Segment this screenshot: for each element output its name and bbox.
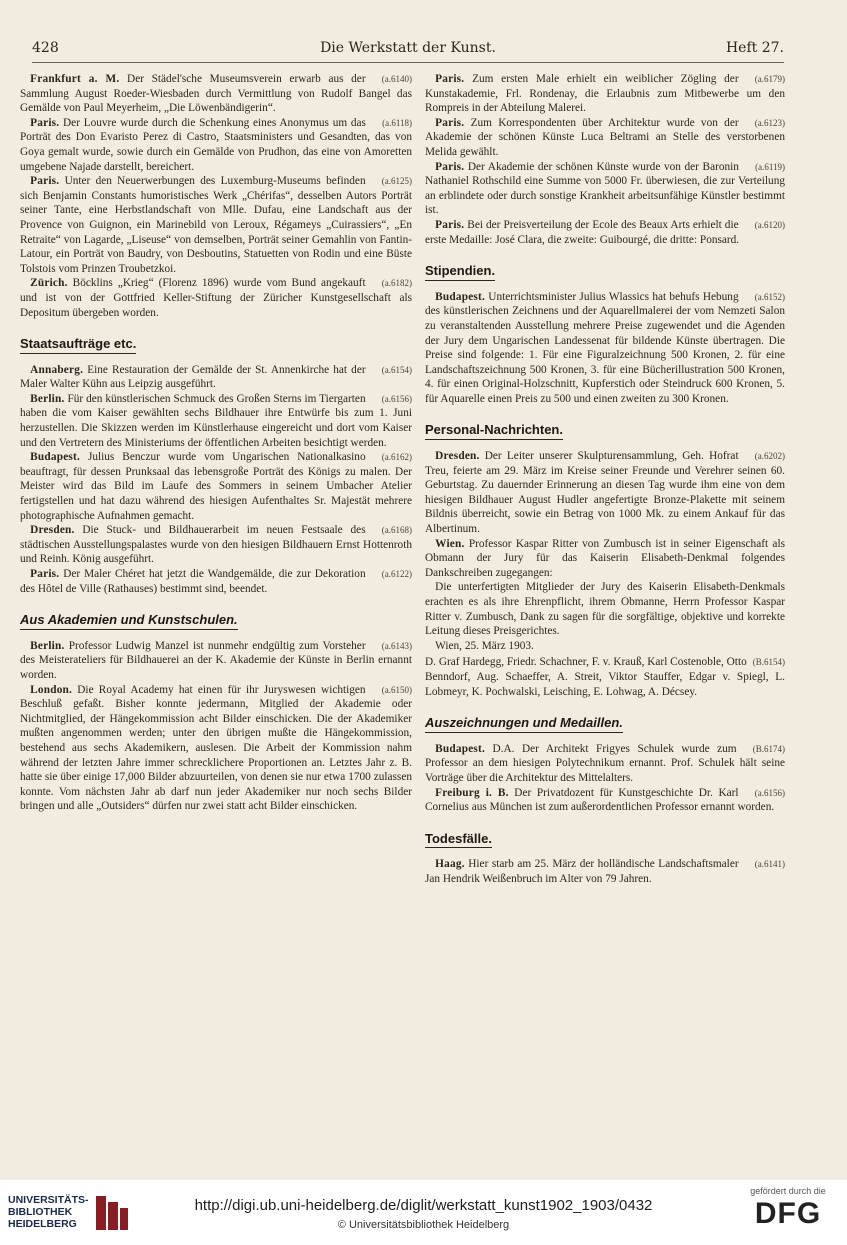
- copyright-notice: © Universitätsbibliothek Heidelberg: [337, 1219, 510, 1231]
- letter-date: Wien, 25. März 1903.: [435, 639, 534, 652]
- entry-text: Für den künstlerischen Schmuck des Großen Sterns im Tiergarten haben die vom Kaiser gewählten sechs Bildhauer ihre Entwürfe bis zum 1. Juni herzustellen. Die Skizzen werden im Künstlerhause eingereicht und dort vom Kaiser und den Vertretern des Ministeriums der öffentlichen Arbeiten besichtigt werden.: [20, 392, 412, 449]
- letter-block: [425, 580, 785, 699]
- news-entry: [20, 363, 412, 392]
- entry-ref: (a.6150): [381, 684, 412, 695]
- heading-wrap: [20, 320, 412, 363]
- entry-text: Der Leiter unserer Skulpturensammlung, Geh. Hofrat Treu, feierte am 29. März im Kreise seiner Freunde und Verehrer seinen 60. Geburtstag. Zu dauernder Erinnerung an diesen Tag wurde ihm eine von dem hiesigen Bildhauer August Hudler angefertigte Bronze-Plakette mit seinem Bildnis überreicht, sowie ein Betrag von 1000 Mk. zu einem Ankauf für das Albertinum.: [425, 450, 785, 536]
- entry-ref: (a.6140): [381, 74, 412, 84]
- section-heading-todesfaelle: Todesfälle.: [425, 832, 492, 849]
- entry-ref: (a.6141): [754, 859, 785, 870]
- entry-text: Professor Kaspar Ritter von Zumbusch ist in seiner Eigenschaft als Obmann der Jury für das Kaiserin Elisabeth-Denkmal folgendes Dankschreiben zugegangen:: [425, 537, 785, 579]
- section-heading-staatsauftraege: Staatsaufträge etc.: [20, 337, 136, 354]
- news-entry: [20, 174, 412, 276]
- news-entry: [20, 450, 412, 523]
- entry-text: Professor Ludwig Manzel ist nunmehr endgültig zum Vorsteher des Meisterateliers für Bildhauerei an der K. Akademie der Künste in Berlin ernannt worden.: [20, 639, 412, 681]
- entry-place: Paris.: [30, 568, 60, 580]
- entry-ref: (a.6125): [381, 176, 412, 187]
- entry-text: Der Maler Chéret hat jetzt die Wandgemälde, die zur Dekoration des Hôtel de Ville (Rathauses) bestimmt sind, beendet.: [20, 568, 366, 595]
- entry-place: Berlin.: [30, 639, 65, 652]
- entry-place: Freiburg i. B.: [435, 786, 509, 799]
- entry-ref: (a.6154): [381, 364, 412, 375]
- entry-text: Böcklins „Krieg“ (Florenz 1896) wurde vom Bund angekauft und ist von der Gottfried Keller-Stiftung der Züricher Kunstgesellschaft als Depositum übergeben worden.: [20, 277, 412, 319]
- entry-place: Zürich.: [30, 277, 68, 290]
- entry-place: Paris.: [30, 175, 60, 188]
- heading-wrap: [20, 596, 412, 639]
- entry-place: Dresden.: [435, 450, 480, 463]
- section-heading-stipendien: Stipendien.: [425, 264, 495, 281]
- viewer-footer: [0, 1180, 847, 1245]
- news-entry: [20, 72, 412, 116]
- dfg-wordmark: DFG: [754, 1197, 822, 1230]
- section-heading-auszeichnungen: Auszeichnungen und Medaillen.: [425, 716, 623, 733]
- section-paris-news: [425, 72, 785, 247]
- dfg-caption: gefördert durch die: [750, 1186, 826, 1196]
- page-header: [32, 40, 784, 63]
- entry-place: Berlin.: [30, 392, 65, 405]
- section-heading-personal: Personal-Nachrichten.: [425, 423, 563, 440]
- right-column: [425, 72, 785, 887]
- entry-text: Unterrichtsminister Julius Wlassics hat behufs Hebung des künstlerischen Zeichnens und der Aquarellmalerei der vom Nemzeti Salon zu veranstaltenden Ausstellung mehrere Preise zugewendet und die Agenden der Jury dem Ungarischen Landessenat für bildende Künste übertragen. Die Preise sind folgende: 1. Für eine Figuralzeichnung 500 Kronen, 2. für eine Landschaftszeichnung 500 Kronen, 3. für eine Bücherillustration 500 Kronen, 4. für einen Original-Holzschnitt, Kupferstich oder Steindruck 600 Kronen, 5. für Aquarelle einen Preis zu 500 und einen zweiten zu 300 Kronen.: [425, 290, 785, 405]
- entry-ref: (a.6202): [754, 451, 785, 462]
- entry-ref: (a.6156): [754, 787, 785, 798]
- entry-place: Wien.: [435, 537, 465, 550]
- news-entry: [425, 218, 785, 247]
- page-number: 428: [32, 40, 59, 56]
- news-entry: [20, 683, 412, 814]
- heading-wrap: [425, 815, 785, 858]
- letter-signatories: [425, 655, 785, 699]
- entry-text: Hier starb am 25. März der holländische Landschaftsmaler Jan Hendrik Weißenbruch im Alter von 79 Jahren.: [425, 858, 739, 885]
- entry-text: Julius Benczur wurde vom Ungarischen Nationalkasino beauftragt, für dessen Prunksaal das lebensgroße Porträt des Königs zu malen. Der Meister wird das Bild im Laufe des Sommers in seinem Umbacher Atelier fertigstellen und hat dazu während des hiesigen Aufenthaltes Sr. Majestät mehrere photographische Aufnahmen gemacht.: [20, 451, 412, 522]
- news-entry: [425, 786, 785, 815]
- news-entry: [20, 523, 412, 567]
- entry-ref: (a.6152): [754, 291, 785, 302]
- running-title: Die Werkstatt der Kunst.: [320, 40, 496, 56]
- section-auszeichnungen: [425, 742, 785, 815]
- left-column: [20, 72, 412, 814]
- entry-text: Der Akademie der schönen Künste wurde von der Baronin Nathaniel Rothschild eine Summe von 5000 Fr. überwiesen, die zur Verteilung an erblindete oder durch sonstige Krankheit arbeitsunfähige Künstler bestimmt ist.: [425, 160, 785, 217]
- entry-place: Budapest.: [435, 290, 485, 303]
- signatory-names: D. Graf Hardegg, Friedr. Schachner, F. v. Krauß, Karl Costenoble, Otto Benndorf, Aug. Schaeffer, A. Streit, Viktor Stauffer, Edgar v. Spiegl, L. Lobmeyr, K. Pochwalski, Leisching, E. Lohwag, A. Décsey.: [425, 656, 785, 698]
- section-personal: [425, 449, 785, 580]
- news-entry: [425, 116, 785, 160]
- entry-ref: (a.6182): [381, 278, 412, 289]
- entry-place: Frankfurt a. M.: [30, 73, 120, 85]
- entry-text: Die Stuck- und Bildhauerarbeit im neuen Festsaale des städtischen Ausstellungspalastes wurde von den hiesigen Bildhauern Ernst Hottenroth und Reinh. König ausgeführt.: [20, 524, 412, 566]
- news-entry: [425, 160, 785, 218]
- section-stipendien: [425, 290, 785, 407]
- entry-text: Unter den Neuerwerbungen des Luxemburg-Museums befinden sich Benjamin Constants humoristisches Werk „Chérifas“, desselben Autors Porträt seiner Tante, eine Herbstlandschaft von Mlle. Dufau, eine Landschaft aus der Provence von Guignon, ein Marinebild von Leroux, Régameys „Cuirassiers“, „En Retraite“ von Lagarde, „Liseuse“ von demselben, Porträt seiner Gemahlin von Fantin-Latour, ein Porträt von Baudry, von Desboutins, Statuetten von Rodin und eine Büste Tolstois vom Prinzen Troubetzkoi.: [20, 175, 412, 275]
- news-entry: [425, 857, 785, 886]
- entry-text: Der Louvre wurde durch die Schenkung eines Anonymus um das Porträt des Don Evaristo Perez di Castro, Staatsministers und Gesandten, das von Goya gemalt wurde, sowie durch ein Gemälde von Prudhon, das eine von Amoretten umgebene Najade darstellt, bereichert.: [20, 116, 412, 173]
- entry-ref: (a.6119): [755, 161, 785, 172]
- news-entry: [20, 639, 412, 683]
- news-entry: [20, 116, 412, 174]
- news-entry: [20, 392, 412, 450]
- entry-text: Bei der Preisverteilung der Ecole des Beaux Arts erhielt die erste Medaille: José Clara, die zweite: Guibourgé, die dritte: Ponsard.: [425, 218, 740, 246]
- heading-wrap: [425, 247, 785, 290]
- entry-text: Zum Korrespondenten über Architektur wurde von der Akademie der schönen Künste Luca Beltrami an Stelle des verstorbenen Melida gewählt.: [425, 116, 785, 158]
- entry-ref: (a.6122): [381, 569, 412, 579]
- entry-text: D.A. Der Architekt Frigyes Schulek wurde zum Professor an dem hiesigen Polytechnikum ernannt. Prof. Schulek hält seine Vorträge über die Architektur des Mittelalters.: [425, 742, 785, 784]
- section-staatsauftraege: [20, 363, 412, 597]
- entry-place: Haag.: [435, 858, 465, 871]
- entry-place: Paris.: [435, 116, 465, 129]
- entry-place: Budapest.: [435, 742, 485, 755]
- entry-text: Zum ersten Male erhielt ein weiblicher Zögling der Kunstakademie, Frl. Rondenay, die Erlaubnis zum Mitbewerbe um den Rompreis in der Abteilung Malerei.: [425, 73, 785, 115]
- entry-text: Die Royal Academy hat einen für ihr Juryswesen wichtigen Beschluß gefaßt. Bisher konnte jedermann, Mitglied der Akademie oder Nichtmitglied, der Hängekommission acht Bilder einschicken. Die der Akademiker mußten angenommen werden; unter den übrigen mußte die Hängekommission, bestehend aus sechs Akademikern, auslesen. Die Arbeit der Kommission nahm während der letzten Jahre immer schrecklichere Proportionen an. Letztes Jahr z. B. hatte sie über einige 17,000 Bilder abzuurteilen, von denen sie nur etwa 1700 zulassen konnte. Vom nächsten Jahr ab darf nun jeder Akademiker nur noch sechs Bilder bringen und alle „Outsiders“ dürfen nur zwei statt acht Bilder einschicken.: [20, 683, 412, 813]
- entry-text: Eine Restauration der Gemälde der St. Annenkirche hat der Maler Walter Kühn aus Leipzig ausgeführt.: [20, 363, 366, 391]
- entry-ref: (a.6156): [381, 393, 412, 404]
- entry-ref: (a.6162): [381, 452, 412, 463]
- entry-place: Annaberg.: [30, 363, 84, 376]
- letter-body: Die unterfertigten Mitglieder der Jury des Kaiserin Elisabeth-Denkmals erachten es als ihre Ehrenpflicht, ihrem Obmanne, Herrn Professor Kaspar Ritter v. Zumbusch, Dank zu sagen für die sorgfältige, objektive und korrekte Leitung dieses Preisgerichtes.: [425, 581, 785, 638]
- news-entry: [20, 276, 412, 320]
- news-entry: [425, 290, 785, 407]
- entry-ref: (a.6179): [754, 74, 785, 84]
- entry-ref: (a.6120): [754, 219, 785, 230]
- entry-place: Paris.: [435, 218, 465, 231]
- library-name: UNIVERSITÄTS- BIBLIOTHEK HEIDELBERG: [8, 1194, 89, 1230]
- entry-place: Budapest.: [30, 451, 80, 464]
- entry-ref: (a.6143): [381, 640, 412, 651]
- entry-place: London.: [30, 683, 73, 696]
- entry-place: Dresden.: [30, 524, 75, 537]
- entry-place: Paris.: [30, 116, 60, 129]
- news-entry: [425, 537, 785, 581]
- entry-ref: (a.6123): [754, 117, 785, 128]
- dfg-logo[interactable]: [743, 1186, 833, 1240]
- entry-ref: (a.6168): [381, 525, 412, 536]
- entry-ref: (B.6154): [752, 657, 785, 668]
- entry-text: Der Privatdozent für Kunstgeschichte Dr. Karl Cornelius aus München ist zum außerordentlichen Professor ernannt worden.: [425, 786, 775, 814]
- news-entry: [425, 449, 785, 537]
- section-todesfaelle: [425, 857, 785, 886]
- entry-place: Paris.: [435, 160, 465, 173]
- section-acquisitions: [20, 72, 412, 320]
- entry-ref: (B.6174): [752, 743, 785, 754]
- entry-place: Paris.: [435, 73, 465, 85]
- news-entry: [425, 72, 785, 116]
- section-akademien: [20, 639, 412, 814]
- section-heading-akademien: Aus Akademien und Kunstschulen.: [20, 613, 238, 630]
- news-entry: [425, 742, 785, 786]
- heading-wrap: [425, 406, 785, 449]
- permalink-url[interactable]: http://digi.ub.uni-heidelberg.de/diglit/werkstatt_kunst1902_1903/0432: [194, 1197, 653, 1214]
- entry-text: Der Städel'sche Museumsverein erwarb aus der Sammlung August Roeder-Wiesbaden durch Vermittlung von Rudolf Bangel das Gemälde von Paul Meyerheim, „Die Löwenbändigerin“.: [20, 73, 412, 115]
- entry-ref: (a.6118): [382, 117, 412, 128]
- heading-wrap: [425, 699, 785, 742]
- news-entry: [20, 567, 412, 596]
- issue-number: Heft 27.: [725, 40, 784, 56]
